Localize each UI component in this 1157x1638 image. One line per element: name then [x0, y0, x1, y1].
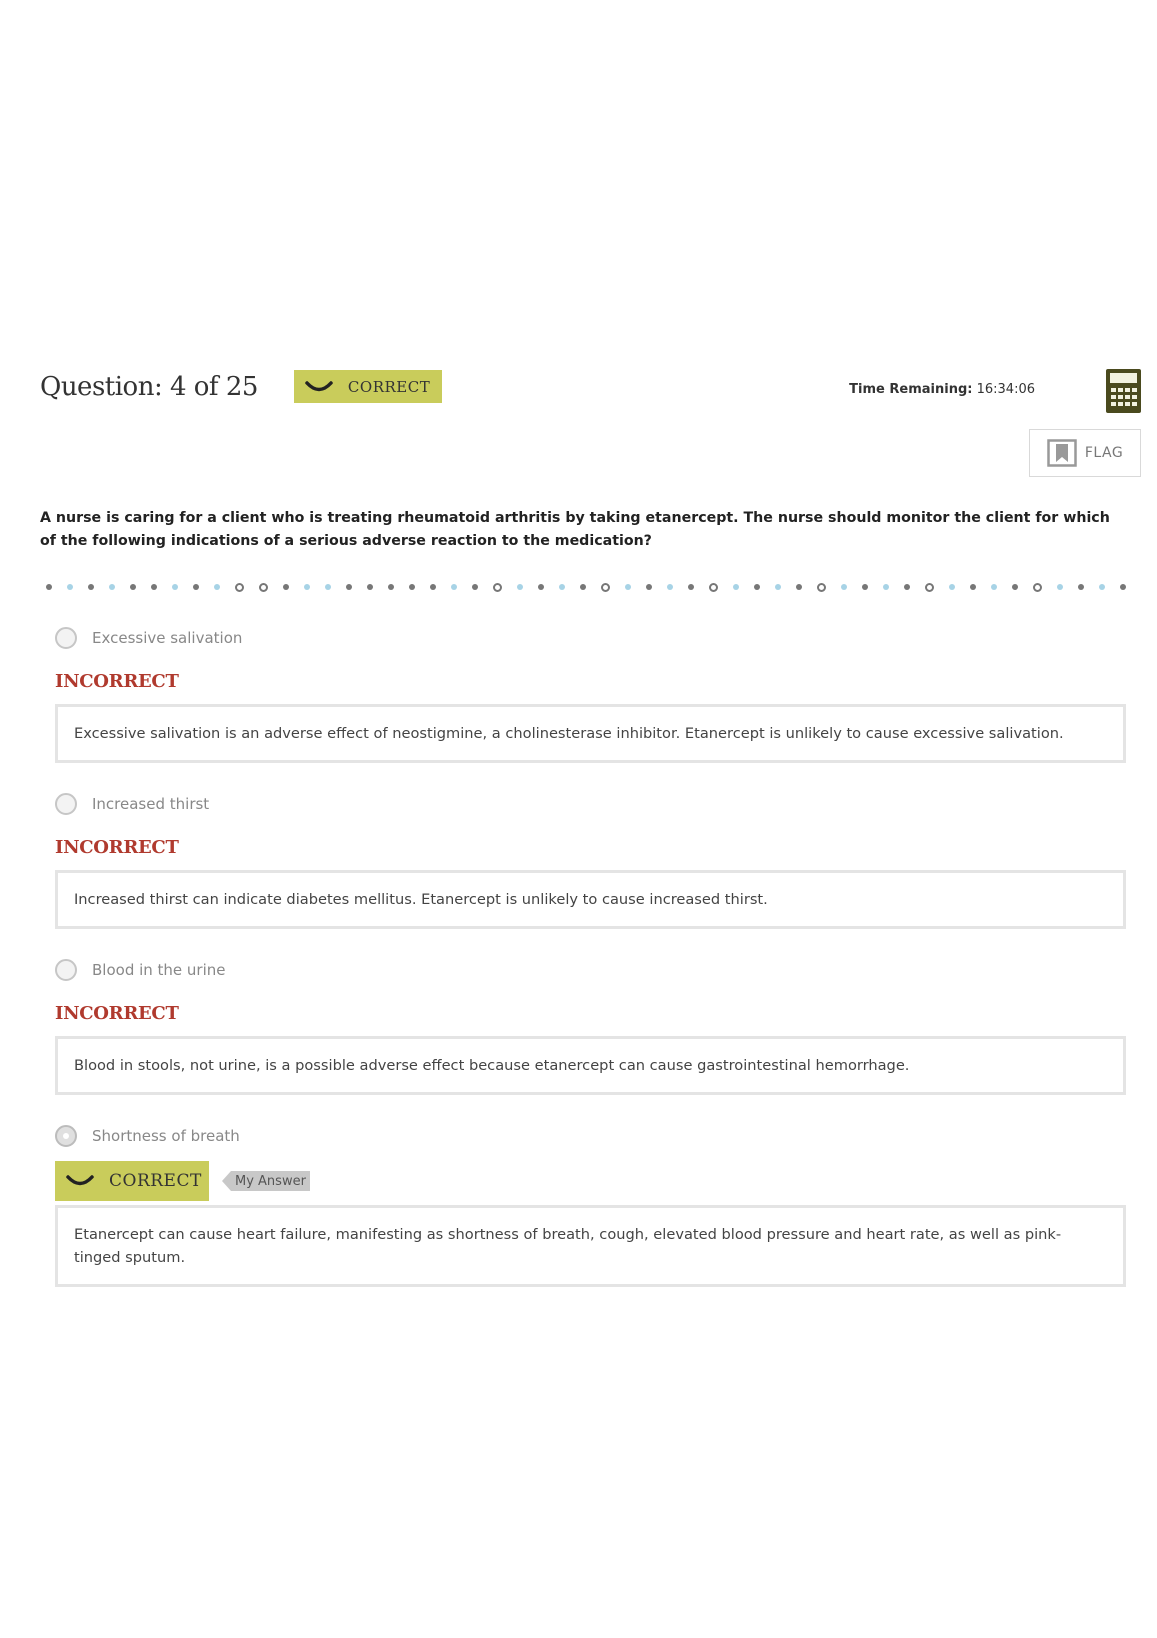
answer-radio[interactable] — [55, 959, 77, 981]
progress-dot[interactable] — [925, 583, 934, 592]
progress-dot[interactable] — [817, 583, 826, 592]
progress-dot[interactable] — [46, 584, 52, 590]
progress-dot[interactable] — [601, 583, 610, 592]
progress-dot[interactable] — [775, 584, 781, 590]
answer-label: Shortness of breath — [92, 1127, 240, 1145]
progress-dot[interactable] — [991, 584, 997, 590]
progress-dot[interactable] — [109, 584, 115, 590]
bookmark-icon — [1047, 439, 1077, 467]
progress-dot[interactable] — [733, 584, 739, 590]
incorrect-label: INCORRECT — [55, 837, 179, 858]
progress-dot[interactable] — [862, 584, 868, 590]
my-answer-label: My Answer — [231, 1171, 310, 1191]
correct-answer-badge — [55, 1161, 209, 1201]
time-remaining-value: 16:34:06 — [976, 382, 1035, 397]
correct-answer-label: CORRECT — [109, 1171, 202, 1191]
progress-dot[interactable] — [409, 584, 415, 590]
rationale-text: Etanercept can cause heart failure, manifesting as shortness of breath, cough, elevated blood pressure and heart rate, as well as pink-tinged sputum. — [74, 1226, 1062, 1266]
progress-dot[interactable] — [388, 584, 394, 590]
answer-label: Blood in the urine — [92, 961, 226, 979]
progress-dot[interactable] — [667, 584, 673, 590]
progress-dot[interactable] — [1120, 584, 1126, 590]
progress-dot[interactable] — [451, 584, 457, 590]
progress-dot[interactable] — [172, 584, 178, 590]
answer-option-2[interactable] — [55, 793, 209, 815]
progress-dot[interactable] — [283, 584, 289, 590]
progress-dot[interactable] — [646, 584, 652, 590]
flag-button[interactable] — [1029, 429, 1141, 477]
rationale-box — [55, 870, 1126, 929]
progress-dot[interactable] — [346, 584, 352, 590]
answer-option-1[interactable] — [55, 627, 242, 649]
correct-badge-label: CORRECT — [347, 377, 431, 396]
progress-dot[interactable] — [949, 584, 955, 590]
time-remaining — [849, 382, 1035, 397]
question-counter: Question: 4 of 25 — [40, 371, 258, 402]
smile-icon — [65, 1174, 95, 1188]
correct-badge — [294, 370, 442, 403]
calculator-icon[interactable] — [1106, 369, 1141, 413]
progress-dot[interactable] — [130, 584, 136, 590]
progress-dot[interactable] — [1033, 583, 1042, 592]
progress-dot[interactable] — [1012, 584, 1018, 590]
answer-radio[interactable] — [55, 627, 77, 649]
flag-label: FLAG — [1084, 445, 1124, 461]
answer-option-3[interactable] — [55, 959, 226, 981]
progress-dot[interactable] — [151, 584, 157, 590]
incorrect-label: INCORRECT — [55, 1003, 179, 1024]
progress-dot[interactable] — [709, 583, 718, 592]
question-header — [40, 370, 442, 403]
progress-dot[interactable] — [88, 584, 94, 590]
progress-dot[interactable] — [796, 584, 802, 590]
progress-dot[interactable] — [193, 584, 199, 590]
question-text: A nurse is caring for a client who is treating rheumatoid arthritis by taking etanercept. The nurse should monitor the client for which of the following indications of a serious adverse reaction to the medication? — [40, 510, 1110, 549]
rationale-box — [55, 704, 1126, 763]
progress-dot[interactable] — [1057, 584, 1063, 590]
progress-dot[interactable] — [367, 584, 373, 590]
progress-dot[interactable] — [1078, 584, 1084, 590]
progress-dot[interactable] — [970, 584, 976, 590]
progress-dot[interactable] — [67, 584, 73, 590]
progress-dot[interactable] — [625, 584, 631, 590]
progress-dot[interactable] — [841, 584, 847, 590]
answer-option-4[interactable] — [55, 1125, 240, 1147]
progress-dot[interactable] — [538, 584, 544, 590]
rationale-box — [55, 1036, 1126, 1095]
progress-dot[interactable] — [580, 584, 586, 590]
answer-radio-selected[interactable] — [55, 1125, 77, 1147]
rationale-box — [55, 1205, 1126, 1287]
progress-dot[interactable] — [883, 584, 889, 590]
progress-dot[interactable] — [304, 584, 310, 590]
time-remaining-label: Time Remaining: — [849, 382, 973, 397]
my-answer-tag — [222, 1171, 310, 1191]
question-progress-dots — [46, 581, 1126, 593]
progress-dot[interactable] — [235, 583, 244, 592]
my-answer-arrow-icon — [222, 1171, 231, 1191]
rationale-text: Increased thirst can indicate diabetes mellitus. Etanercept is unlikely to cause increased thirst. — [74, 891, 768, 908]
rationale-text: Blood in stools, not urine, is a possible adverse effect because etanercept can cause gastrointestinal hemorrhage. — [74, 1057, 910, 1074]
answer-label: Increased thirst — [92, 795, 210, 813]
incorrect-label: INCORRECT — [55, 671, 179, 692]
progress-dot[interactable] — [904, 584, 910, 590]
progress-dot[interactable] — [259, 583, 268, 592]
rationale-text: Excessive salivation is an adverse effect of neostigmine, a cholinesterase inhibitor. Etanercept is unlikely to cause excessive salivation. — [74, 725, 1064, 742]
progress-dot[interactable] — [325, 584, 331, 590]
answer-radio[interactable] — [55, 793, 77, 815]
progress-dot[interactable] — [430, 584, 436, 590]
smile-icon — [304, 380, 334, 394]
progress-dot[interactable] — [493, 583, 502, 592]
progress-dot[interactable] — [559, 584, 565, 590]
progress-dot[interactable] — [1099, 584, 1105, 590]
answer-label: Excessive salivation — [92, 629, 243, 647]
progress-dot[interactable] — [214, 584, 220, 590]
progress-dot[interactable] — [472, 584, 478, 590]
progress-dot[interactable] — [517, 584, 523, 590]
progress-dot[interactable] — [754, 584, 760, 590]
progress-dot[interactable] — [688, 584, 694, 590]
